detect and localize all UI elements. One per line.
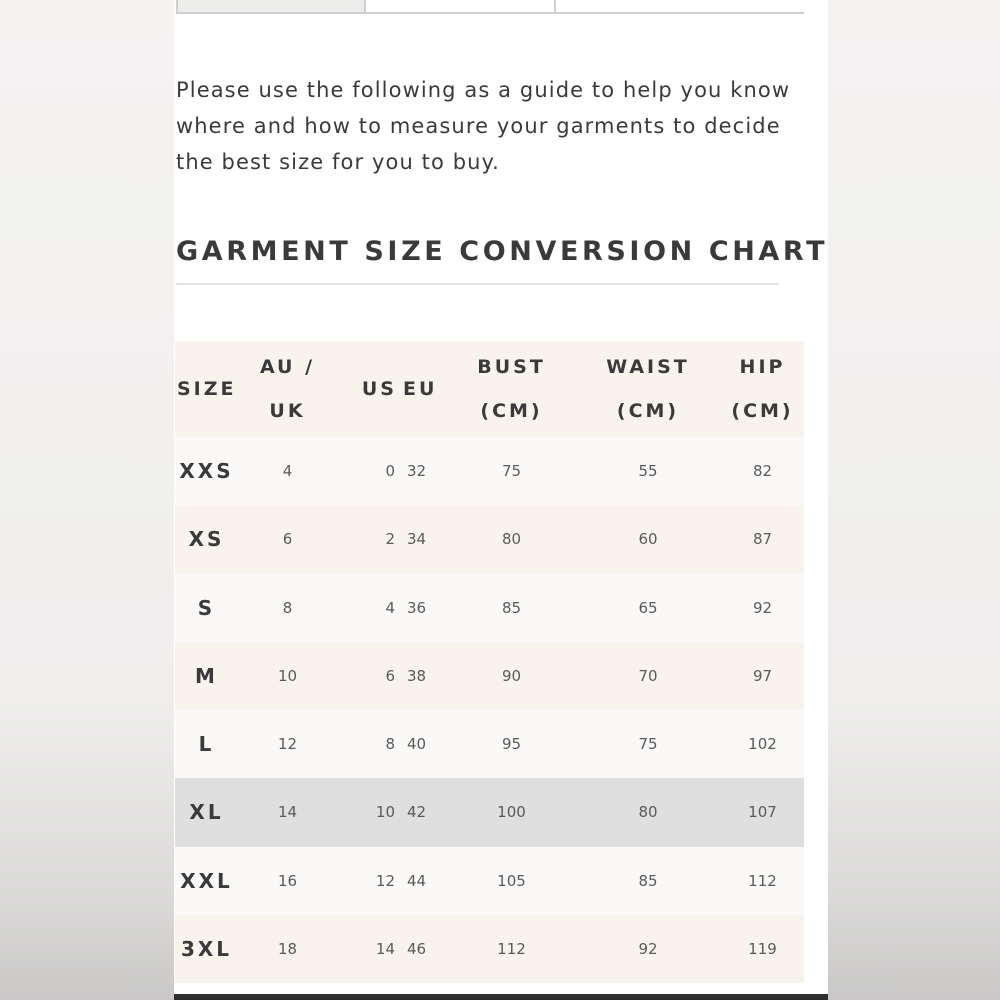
size-chart-table (175, 341, 804, 983)
cell-us: 12 (375, 871, 395, 890)
background-right (828, 0, 1000, 1000)
header-waist: WAIST (CM) (606, 356, 690, 422)
cell-size: XL (189, 800, 224, 825)
cell-eu: 36 (407, 598, 427, 617)
cell-waist: 55 (638, 462, 658, 481)
table-row (175, 505, 804, 573)
cell-eu: 44 (407, 871, 427, 890)
cell-bust: 90 (501, 666, 522, 685)
cell-bust: 75 (501, 462, 522, 481)
intro-text: Please use the following as a guide to help you know where and how to measure your garments to decide the best size for you to buy. (176, 78, 791, 174)
tab-strip (176, 0, 804, 14)
cell-eu: 32 (407, 462, 427, 481)
cell-us: 8 (385, 735, 395, 754)
cell-size: XXS (179, 459, 234, 484)
header-us: US (361, 378, 397, 400)
cell-eu: 42 (407, 803, 427, 822)
cell-waist: 65 (638, 598, 658, 617)
cell-waist: 92 (638, 939, 658, 958)
cell-hip: 82 (752, 462, 773, 481)
cell-size: L (198, 732, 215, 757)
cell-us: 6 (385, 666, 395, 685)
page-content (174, 0, 828, 1000)
cell-bust: 105 (497, 871, 526, 890)
tab-2[interactable] (366, 0, 556, 12)
cell-hip: 87 (752, 530, 773, 549)
tab-3[interactable] (556, 0, 804, 12)
table-row (175, 437, 804, 505)
tab-1[interactable] (176, 0, 366, 12)
cell-au-uk: 4 (282, 462, 293, 481)
cell-hip: 97 (752, 666, 773, 685)
cell-waist: 80 (638, 803, 658, 822)
header-bust: BUST (CM) (477, 356, 546, 422)
header-au-uk: AU / UK (259, 356, 316, 422)
cell-hip: 119 (748, 939, 777, 958)
cell-eu: 38 (407, 666, 427, 685)
cell-waist: 85 (638, 871, 658, 890)
cell-us: 2 (385, 530, 395, 549)
cell-size: XS (188, 527, 225, 552)
chart-title: GARMENT SIZE CONVERSION CHART (176, 236, 828, 267)
header-size: SIZE (177, 378, 237, 400)
table-header-row (175, 341, 804, 437)
cell-size: 3XL (180, 936, 233, 961)
cell-bust: 80 (501, 530, 522, 549)
cell-au-uk: 6 (282, 530, 293, 549)
table-row (175, 574, 804, 642)
cell-us: 4 (385, 598, 395, 617)
cell-us: 10 (375, 803, 395, 822)
cell-au-uk: 14 (277, 803, 298, 822)
cell-size: XXL (180, 868, 233, 893)
header-eu: EU (403, 378, 438, 400)
cell-bust: 100 (497, 803, 526, 822)
cell-au-uk: 10 (277, 666, 298, 685)
cell-waist: 60 (638, 530, 658, 549)
cell-waist: 70 (638, 666, 658, 685)
background-left (0, 0, 174, 1000)
cell-size: S (197, 595, 216, 620)
cell-eu: 46 (407, 939, 427, 958)
cell-au-uk: 16 (277, 871, 298, 890)
cell-bust: 112 (497, 939, 526, 958)
cell-size: M (195, 663, 218, 688)
cell-us: 0 (385, 462, 395, 481)
cell-hip: 102 (748, 735, 777, 754)
cell-bust: 85 (501, 598, 522, 617)
cell-au-uk: 12 (277, 735, 298, 754)
cell-au-uk: 8 (282, 598, 293, 617)
cell-bust: 95 (501, 735, 522, 754)
bottom-bar (174, 994, 828, 1000)
cell-hip: 112 (748, 871, 777, 890)
table-row-highlighted[interactable] (175, 778, 804, 846)
table-row (175, 915, 804, 983)
table-row (175, 642, 804, 710)
table-row (175, 847, 804, 915)
cell-eu: 40 (407, 735, 427, 754)
cell-hip: 107 (748, 803, 777, 822)
table-row (175, 710, 804, 778)
title-divider (176, 283, 779, 285)
cell-waist: 75 (638, 735, 658, 754)
cell-hip: 92 (752, 598, 773, 617)
cell-au-uk: 18 (277, 939, 298, 958)
header-hip: HIP (CM) (731, 356, 794, 422)
cell-eu: 34 (407, 530, 427, 549)
cell-us: 14 (375, 939, 395, 958)
